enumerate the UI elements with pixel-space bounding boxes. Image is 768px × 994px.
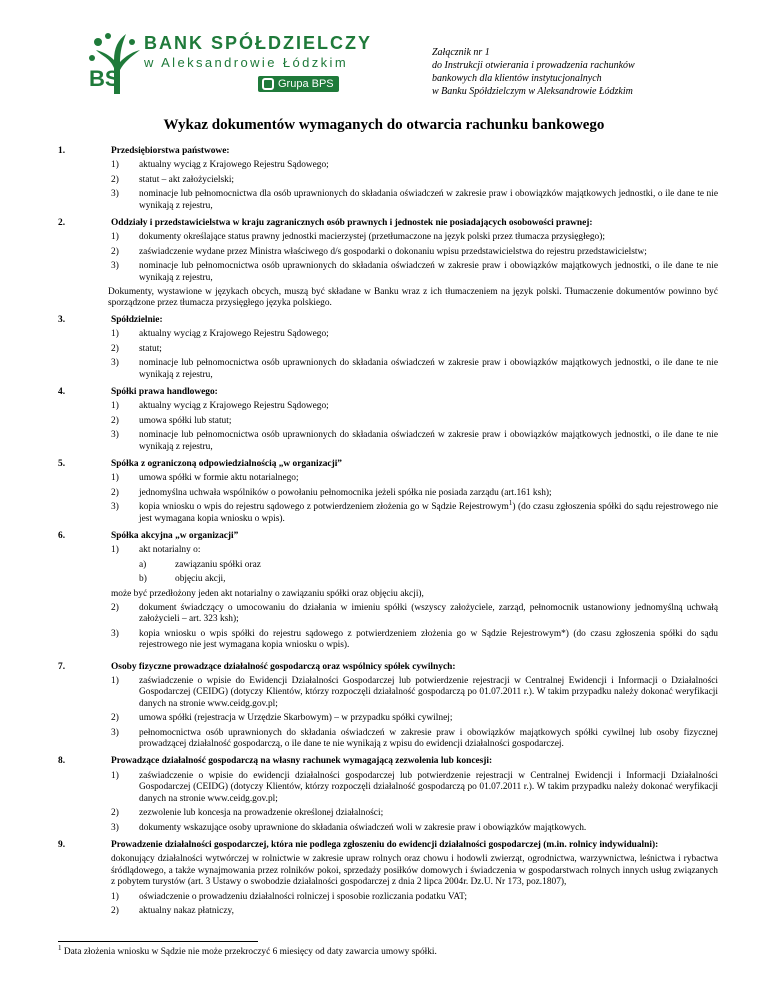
footnote-mark: 1 (58, 943, 62, 952)
section-number: 4. (58, 386, 66, 397)
section-title: Spółka z ograniczoną odpowiedzialnością „w organizacji” (111, 458, 342, 469)
list-item: 2) aktualny nakaz płatniczy, (111, 905, 234, 916)
section-1 (58, 146, 718, 212)
page-title: Wykaz dokumentów wymaganych do otwarcia rachunku bankowego (163, 117, 605, 133)
list-item: 1) zaświadczenie o wpisie do ewidencji działalności gospodarczej lub potwierdzenie rejestracji w Centralnej Ewidencji i Informacji Działalności Gospodarczej (CEIDG) (dotyczy Klientów, którzy rozpoczęli działalność gospodarczą po 01.07.2011 r.). W takim przypadku należy dokonać weryfikacji danych na stronie www.ceidg.gov.pl; (111, 770, 718, 804)
sub-item: b) objęciu akcji, (139, 574, 226, 585)
list-item: 2) jednomyślna uchwała wspólników o powołaniu pełnomocnika jeżeli spółka nie posiada zarządu (art.161 ksh); (111, 487, 552, 498)
list-item: 1) akt notarialny o: (111, 545, 201, 556)
list-item: 2) zezwolenie lub koncesja na prowadzenie określonej działalności; (111, 808, 384, 819)
list-item: 1) zaświadczenie o wpisie do Ewidencji Działalności Gospodarczej lub potwierdzenie rejestracji w Centralnej Ewidencji i Informacji o Działalności Gospodarczej (CEIDG) (dotyczy Klientów, którzy rozpoczęli działalność gospodarczą po 01.07.2011 r.). W takim przypadku należy dokonać weryfikacji danych na stronie www.ceidg.gov.pl; (111, 676, 718, 709)
section-7 (58, 662, 718, 751)
section-3 (58, 315, 718, 381)
sub-item: a) zawiązaniu spółki oraz (139, 559, 261, 570)
section-number: 6. (58, 530, 66, 541)
list-item: 1) aktualny wyciąg z Krajowego Rejestru Sądowego; (111, 160, 329, 171)
tree-logo-icon (84, 28, 144, 98)
list-item: 1) umowa spółki w formie aktu notarialnego; (111, 473, 299, 484)
section-paragraph: dokonujący działalności wytwórczej w rolnictwie w zakresie upraw rolnych oraz chowu i hodowli zwierząt, ogrodnictwa, warzywnictwa, leśnictwa i rybactwa śródlądowego, a także wynajmowania przez rolników pokoi, sprzedaży posiłków domowych i świadczenia w gospodarstwach rolnych innych usług związanych z pobytem turystów (art. 3 Ustawy o swobodzie działalności gospodarczej z dnia 2 lipca 2004r. Dz.U. Nr 173, poz.1807), (111, 854, 718, 888)
section-number: 2. (58, 218, 66, 229)
section-title: Spółdzielnie: (111, 314, 163, 325)
translation-note: Dokumenty, wystawione w językach obcych, muszą być składane w Banku wraz z ich tłumaczeniem na język polski. Tłumaczenie dokumentów powinno być sporządzone przez tłumacza przysięgłego języka polskiego. (108, 287, 718, 309)
list-item: 2) statut – akt założycielski; (111, 174, 235, 185)
footnote (58, 943, 437, 957)
section-8 (58, 756, 718, 833)
list-item: 2) zaświadczenie wydane przez Ministra właściwego d/s gospodarki o dokonaniu wpisu przedstawicielstwa do rejestru przedstawicielstw; (111, 246, 647, 257)
bank-name: BANK SPÓŁDZIELCZY (144, 33, 373, 53)
list-item: 3) nominacje lub pełnomocnictwa osób uprawnionych do składania oświadczeń w zakresie praw i obowiązków majątkowych jednostki, o ile dane te nie wynikają z rejestru, (111, 358, 718, 380)
section-title: Osoby fizyczne prowadzące działalność gospodarczą oraz wspólnicy spółek cywilnych: (111, 661, 456, 672)
section-2 (58, 218, 718, 284)
bank-location: w Aleksandrowie Łódzkim (144, 55, 349, 70)
section-title: Prowadzenie działalności gospodarczej, która nie podlega zgłoszeniu do ewidencji działalności gospodarczej (m.in. rolnicy indywidualni): (111, 839, 659, 850)
annex-note (432, 46, 635, 98)
section-number: 9. (58, 839, 66, 850)
section-6 (58, 531, 718, 652)
list-item: 2) statut; (111, 343, 162, 354)
list-item: 2) umowa spółki lub statut; (111, 415, 232, 426)
footnote-text: Data złożenia wniosku w Sądzie nie może przekroczyć 6 miesięcy od daty zawarcia umowy spółki. (63, 947, 437, 957)
annex-line: Załącznik nr 1 (432, 47, 490, 58)
footnote-divider (58, 941, 258, 942)
section-title: Spółki prawa handlowego: (111, 386, 218, 397)
section-title: Prowadzące działalność gospodarczą na własny rachunek wymagającą zezwolenia lub koncesji: (111, 756, 493, 767)
section-title: Przedsiębiorstwa państwowe: (111, 146, 230, 156)
list-item: 1) dokumenty określające status prawny jednostki macierzystej (przetłumaczone na język polski przez tłumacza przysięgłego); (111, 232, 605, 243)
section-number: 5. (58, 458, 66, 469)
list-item: 3) pełnomocnictwa osób uprawnionych do składania oświadczeń w zakresie praw i obowiązków majątkowych spółki cywilnej lub osoby fizycznej prowadzącej działalność gospodarczą, o ile dane te nie wynikają z wpisu do ewidencji działalności gospodarczej. (111, 727, 718, 750)
list-item: 3) dokumenty wskazujące osoby uprawnione do składania oświadczeń woli w zakresie praw i obowiązków majątkowych. (111, 822, 587, 833)
section-number: 8. (58, 756, 66, 767)
logo-letters: BS (89, 66, 120, 91)
section-number: 7. (58, 661, 66, 672)
list-item: 3) kopia wniosku o wpis spółki do rejestru sądowego z potwierdzeniem złożenia go w Sądzie Rejestrowym*) (do czasu zgłoszenia spółki do sądu rejestrowego nie jest wymagana kopia wniosku o wpis). (111, 628, 718, 651)
group-badge: Grupa BPS (258, 76, 339, 92)
section-title: Oddziały i przedstawicielstwa w kraju zagranicznych osób prawnych i jednostek nie posiadających osobowości prawnej: (111, 218, 593, 229)
footnote-ref: 1 (508, 499, 513, 508)
section-9 (58, 840, 718, 917)
list-item: 3) nominacje lub pełnomocnictwa osób uprawnionych do składania oświadczeń w zakresie praw i obowiązków majątkowych jednostki, o ile dane te nie wynikają z rejestru, (111, 261, 718, 283)
section-title: Spółka akcyjna „w organizacji” (111, 530, 239, 541)
list-item: 2) dokument świadczący o umocowaniu do działania w imieniu spółki (wszyscy założyciele, zarząd, pełnomocnik ustanowiony jednomyślną uchwałą założycieli – art. 323 ksh); (111, 603, 718, 625)
document-body (58, 146, 718, 923)
list-item: 1) aktualny wyciąg z Krajowego Rejestru Sądowego; (111, 329, 329, 340)
annex-line: do Instrukcji otwierania i prowadzenia rachunków (432, 60, 635, 71)
list-item: 3) nominacje lub pełnomocnictwa osób uprawnionych do składania oświadczeń w zakresie praw i obowiązków majątkowych jednostki, o ile dane te nie wynikają z rejestru, (111, 430, 718, 452)
group-badge-icon (262, 78, 274, 90)
list-item: 1) oświadczenie o prowadzeniu działalności rolniczej i sposobie rozliczania podatku VAT; (111, 891, 467, 902)
annex-line: bankowych dla klientów instytucjonalnych (432, 73, 602, 84)
section-number: 3. (58, 314, 66, 325)
annex-line: w Banku Spółdzielczym w Aleksandrowie Łódzkim (432, 86, 633, 97)
inline-note: może być przedłożony jeden akt notarialny o zawiązaniu spółki oraz objęciu akcji), (111, 588, 424, 599)
section-5 (58, 459, 718, 525)
list-item: 3) kopia wniosku o wpis do rejestru sądowego z potwierdzeniem złożenia go w Sądzie Rejestrowym$^1$) (do czasu zgłoszenia spółki do sądu rejestrowego nie jest wymagana kopia wniosku o wpis). (111, 499, 718, 524)
section-4 (58, 387, 718, 453)
list-item: 1) aktualny wyciąg z Krajowego Rejestru Sądowego; (111, 401, 329, 412)
list-item: 3) nominacje lub pełnomocnictwa dla osób uprawnionych do składania oświadczeń w zakresie praw i obowiązków majątkowych jednostki, o ile dane te nie wynikają z rejestru, (111, 189, 718, 211)
section-number: 1. (58, 146, 66, 156)
list-item: 2) umowa spółki (rejestracja w Urzędzie Skarbowym) – w przypadku spółki cywilnej; (111, 713, 453, 724)
